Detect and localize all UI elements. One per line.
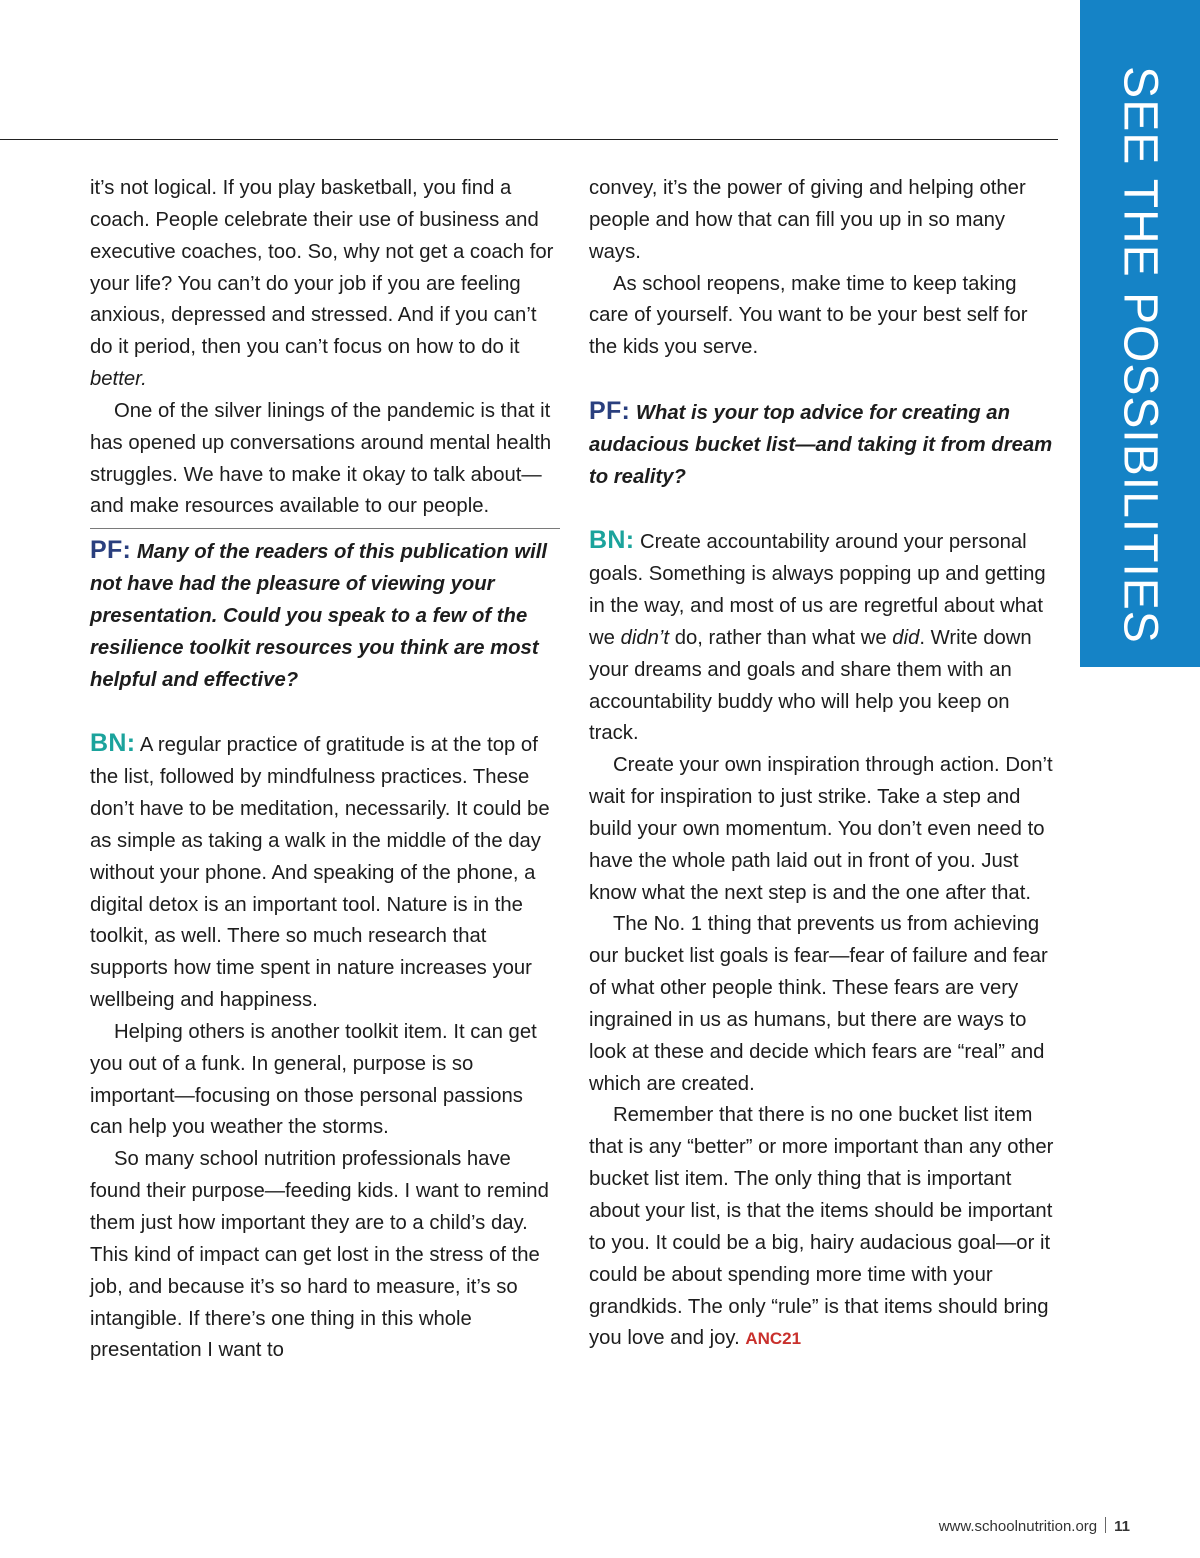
emphasis: didn’t xyxy=(620,626,670,649)
question xyxy=(589,396,1057,494)
paragraph: Remember that there is no one bucket list item that is any “better” or more important than any other bucket list item. The only thing that is important about your list, is that the items should be important to you. It could be a big, hairy audacious goal—or it could be about spending more time with your grandkids. The only “rule” is that items should bring you love and joy. ANC21 xyxy=(589,1104,1054,1350)
paragraph: Helping others is another toolkit item. It can get you out of a funk. In general, purpose is so important—focusing on those personal passions can help you weather the storms. xyxy=(90,1020,537,1139)
question xyxy=(90,535,560,696)
right-column xyxy=(589,173,1057,1355)
paragraph: As school reopens, make time to keep taking care of yourself. You want to be your best self for the kids you serve. xyxy=(589,272,1028,359)
answer: BN: Create accountability around your personal goals. Something is always popping up and getting in the way, and most of us are regretful about what we didn’t do, rather than what we did. Write down your dreams and goals and share them with an accountability buddy who will help you keep on track. xyxy=(589,526,1046,745)
left-column xyxy=(90,173,560,1367)
paragraph: Create your own inspiration through action. Don’t wait for inspiration to just strike. Take a step and build your own momentum. You don’t even need to have the whole path laid out in front of you. Just know what the next step is and the one after that. xyxy=(589,754,1053,904)
paragraph: One of the silver linings of the pandemic is that it has opened up conversations around mental health struggles. We have to make it okay to talk about—and make resources available to our people. xyxy=(90,399,552,518)
page-footer xyxy=(939,1517,1130,1535)
bn-tag: BN: xyxy=(90,729,136,758)
footer-divider xyxy=(1105,1517,1106,1533)
page-number: 11 xyxy=(1114,1518,1130,1535)
question-divider xyxy=(90,528,560,529)
header-rule xyxy=(0,139,1058,140)
question-text: Many of the readers of this publication will not have had the pleasure of viewing your presentation. Could you speak to a few of the resilience toolkit resources you think are most helpful and effective? xyxy=(90,541,547,691)
emphasis: did xyxy=(892,626,920,649)
paragraph: convey, it’s the power of giving and helping other people and how that can fill you up in so many ways. xyxy=(589,177,1026,263)
emphasis: better. xyxy=(90,368,147,391)
paragraph: The No. 1 thing that prevents us from achieving our bucket list goals is fear—fear of failure and fear of what other people think. These fears are very ingrained in us as humans, but there are ways to look at these and decide which fears are “real” and which are created. xyxy=(589,913,1048,1095)
end-mark: ANC21 xyxy=(745,1329,802,1349)
question-text: What is your top advice for creating an audacious bucket list—and taking it from dream to reality? xyxy=(589,401,1053,488)
answer xyxy=(90,728,560,1017)
bn-tag: BN: xyxy=(589,526,635,555)
footer-url[interactable]: www.schoolnutrition.org xyxy=(938,1518,1098,1535)
pf-tag: PF: xyxy=(90,536,132,565)
paragraph: So many school nutrition professionals have found their purpose—feeding kids. I want to remind them just how important they are to a child’s day. This kind of impact can get lost in the stress of the job, and because it’s so hard to measure, it’s so intangible. If there’s one thing in this whole presentation I want to xyxy=(90,1148,549,1362)
paragraph: it’s not logical. If you play basketball, you find a coach. People celebrate their use of business and executive coaches, too. So, why not get a coach for your life? You can’t do your job if you are feeling anxious, depressed and stressed. And if you can’t do it period, then you can’t focus on how to do it better. xyxy=(90,177,554,391)
section-tab-label: SEE THE POSSIBILITIES xyxy=(1113,66,1167,644)
answer-text: A regular practice of gratitude is at the top of the list, followed by mindfulness practices. These don’t have to be meditation, necessarily. It could be as simple as taking a walk in the middle of the day without your phone. And speaking of the phone, a digital detox is an important tool. Nature is in the toolkit, as well. There so much research that supports how time spent in nature increases your wellbeing and happiness. xyxy=(90,734,550,1012)
pf-tag: PF: xyxy=(589,396,631,425)
